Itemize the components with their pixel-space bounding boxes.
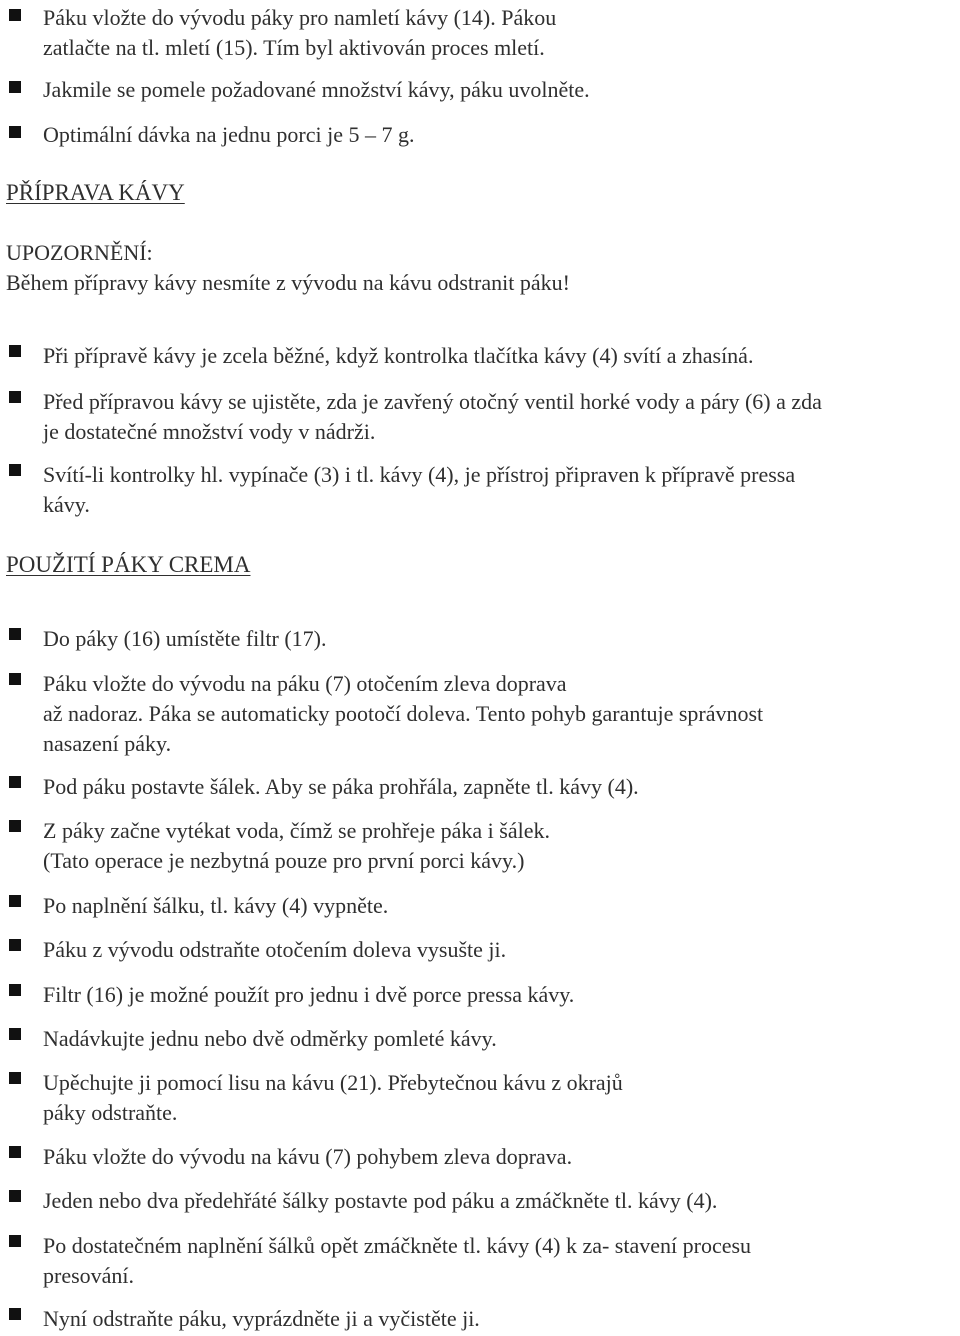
square-bullet-icon (9, 1146, 21, 1158)
list-item-text: Páku z vývodu odstraňte otočením doleva vysušte ji. (43, 937, 507, 962)
square-bullet-icon (9, 1308, 21, 1320)
square-bullet-icon (9, 126, 21, 138)
list-item-text: Svítí-li kontrolky hl. vypínače (3) i tl. kávy (4), je přístroj připraven k přípravě pressa kávy. (43, 462, 796, 517)
list-item-text: Upěchujte ji pomocí lisu na kávu (21). Přebytečnou kávu z okrajů páky odstraňte. (43, 1070, 623, 1125)
list-item-text: Pod páku postavte šálek. Aby se páka prohřála, zapněte tl. kávy (4). (43, 774, 639, 799)
list-item-text: Páku vložte do vývodu na kávu (7) pohybem zleva doprava. (43, 1144, 573, 1169)
list-item-text: Z páky začne vytékat voda, čímž se prohřeje páka i šálek. (Tato operace je nezbytná pouze pro první porci kávy.) (43, 818, 550, 873)
list-item-text: Po naplnění šálku, tl. kávy (4) vypněte. (43, 893, 389, 918)
list-item-text: Při přípravě kávy je zcela běžné, když kontrolka tlačítka kávy (4) svítí a zhasíná. (43, 343, 754, 368)
list-item-text: Před přípravou kávy se ujistěte, zda je zavřený otočný ventil horké vody a páry (6) a zda je dostatečné množství vody v nádrži. (43, 389, 822, 444)
warning-title: UPOZORNĚNÍ: (6, 240, 153, 265)
list-item-text: Páku vložte do vývodu na páku (7) otočením zleva doprava až nadoraz. Páka se automaticky pootočí doleva. Tento pohyb garantuje správnost nasazení páky. (43, 671, 764, 756)
square-bullet-icon (9, 1028, 21, 1040)
list-item-text: Filtr (16) je možné použít pro jednu i dvě porce pressa kávy. (43, 982, 575, 1007)
square-bullet-icon (9, 984, 21, 996)
list-item-text: Jeden nebo dva předehřáté šálky postavte pod páku a zmáčkněte tl. kávy (4). (43, 1188, 718, 1213)
square-bullet-icon (9, 81, 21, 93)
warning-text: Během přípravy kávy nesmíte z vývodu na kávu odstranit páku! (6, 270, 570, 295)
list-item-text: Nyní odstraňte páku, vyprázdněte ji a vyčistěte ji. (43, 1306, 480, 1331)
list-item-text: Po dostatečném naplnění šálků opět zmáčkněte tl. kávy (4) k za- stavení procesu presování. (43, 1233, 752, 1288)
square-bullet-icon (9, 895, 21, 907)
section-heading: POUŽITÍ PÁKY CREMA (6, 552, 251, 577)
square-bullet-icon (9, 776, 21, 788)
square-bullet-icon (9, 628, 21, 640)
list-item-text: Do páky (16) umístěte filtr (17). (43, 626, 327, 651)
square-bullet-icon (9, 345, 21, 357)
square-bullet-icon (9, 673, 21, 685)
square-bullet-icon (9, 9, 21, 21)
square-bullet-icon (9, 820, 21, 832)
square-bullet-icon (9, 391, 21, 403)
square-bullet-icon (9, 464, 21, 476)
square-bullet-icon (9, 939, 21, 951)
section-heading: PŘÍPRAVA KÁVY (6, 180, 185, 205)
square-bullet-icon (9, 1235, 21, 1247)
square-bullet-icon (9, 1072, 21, 1084)
list-item-text: Nadávkujte jednu nebo dvě odměrky pomleté kávy. (43, 1026, 497, 1051)
square-bullet-icon (9, 1190, 21, 1202)
list-item-text: Páku vložte do vývodu páky pro namletí kávy (14). Pákou zatlačte na tl. mletí (15). Tím byl aktivován proces mletí. (43, 5, 557, 60)
list-item-text: Jakmile se pomele požadované množství kávy, páku uvolněte. (43, 77, 590, 102)
list-item-text: Optimální dávka na jednu porci je 5 – 7 g. (43, 122, 415, 147)
